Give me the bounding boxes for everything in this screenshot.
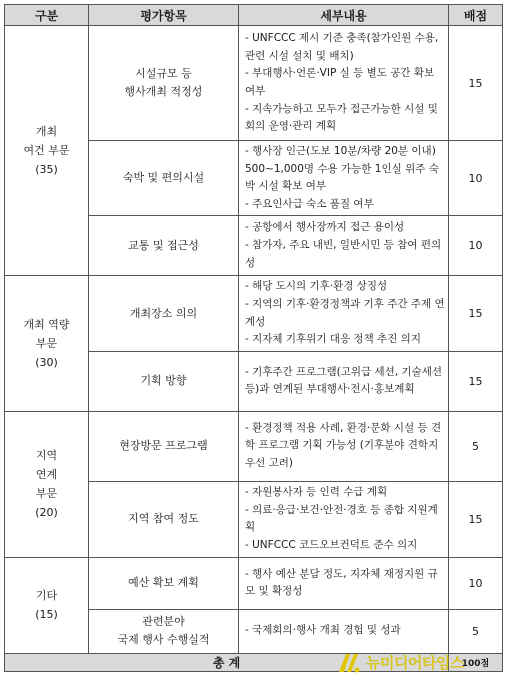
item-text: 시설규모 등 <box>135 67 192 80</box>
category-cell <box>5 557 89 653</box>
item-cell <box>89 351 239 411</box>
score-cell: 15 <box>449 276 503 351</box>
details-cell <box>239 216 449 276</box>
category-text: 개최 <box>35 125 58 139</box>
score-cell: 10 <box>449 141 503 216</box>
item-cell <box>89 481 239 557</box>
detail-line: - 환경정책 적용 사례, 환경·문화 시설 등 견학 프로그램 기획 가능성 (기후분야 견학지 우선 고려) <box>245 421 442 470</box>
watermark-text: 뉴미디어타임스 <box>366 653 464 672</box>
item-cell <box>89 557 239 609</box>
detail-line: - 지속가능하고 모두가 접근가능한 시설 및 회의 운영·관리 계획 <box>245 102 438 133</box>
item-cell <box>89 609 239 653</box>
newsmedia-logo-icon <box>336 649 362 675</box>
item-text: 지역 참여 정도 <box>128 512 199 526</box>
score-cell: 15 <box>449 351 503 411</box>
detail-line: - 자원봉사자 등 인력 수급 계획 <box>245 486 388 499</box>
score-cell: 5 <box>449 411 503 481</box>
category-text: 부문 <box>35 337 58 351</box>
category-text: 연계 <box>35 468 58 482</box>
details-cell <box>239 26 449 141</box>
table-header-row <box>5 5 503 26</box>
item-cell <box>89 276 239 351</box>
watermark <box>336 645 506 679</box>
detail-line: - 부대행사·언론·VIP 실 등 별도 공간 확보 여부 <box>245 67 435 97</box>
score-cell: 10 <box>449 557 503 609</box>
details-cell <box>239 411 449 481</box>
category-score: (35) <box>35 163 58 177</box>
header-category: 구분 <box>5 5 89 26</box>
item-text: 교통 및 접근성 <box>128 238 199 252</box>
item-cell <box>89 216 239 276</box>
table-row <box>5 411 503 481</box>
header-details: 세부내용 <box>239 5 449 26</box>
item-cell <box>89 411 239 481</box>
evaluation-table <box>4 4 503 672</box>
category-score: (20) <box>35 506 58 520</box>
item-cell <box>89 141 239 216</box>
category-text: 여건 부문 <box>23 144 70 158</box>
item-text: 국제 행사 수행실적 <box>117 633 210 647</box>
detail-line: - 공항에서 행사장까지 접근 용이성 <box>245 221 405 234</box>
category-score: (30) <box>35 356 58 370</box>
detail-line: - 기후주간 프로그램(고위급 세션, 기술세션 등)과 연계된 부대행사·전시·홍보계획 <box>245 365 443 396</box>
detail-line: - 행사장 인근(도보 10분/차량 20분 이내) 500~1,000명 수용 가능한 1인실 위주 숙박 시설 확보 여부 <box>245 145 439 193</box>
category-cell <box>5 26 89 276</box>
item-cell <box>89 26 239 141</box>
item-text: 숙박 및 편의시설 <box>122 171 205 185</box>
item-text: 행사개최 적정성 <box>124 85 203 98</box>
category-text: 개최 역량 <box>23 318 70 332</box>
category-text: 지역 <box>35 449 58 463</box>
detail-line: - 행사 예산 분담 정도, 지자체 재정지원 규모 및 확정성 <box>245 567 438 598</box>
detail-line: - 의료·응급·보건·안전·경호 등 종합 지원계획 <box>245 503 438 534</box>
item-text: 개최장소 의의 <box>129 306 198 320</box>
category-cell <box>5 276 89 411</box>
category-cell <box>5 411 89 557</box>
table-row <box>5 557 503 609</box>
score-cell: 5 <box>449 609 503 653</box>
item-text: 기획 방향 <box>140 374 187 388</box>
detail-line: - 해당 도시의 기후·환경 상징성 <box>245 280 388 293</box>
score-cell: 15 <box>449 481 503 557</box>
header-item: 평가항목 <box>89 5 239 26</box>
detail-line: - UNFCCC 코드오브컨덕트 준수 의지 <box>245 538 418 551</box>
item-text: 관련분야 <box>142 615 185 629</box>
detail-line: - 참가자, 주요 내빈, 일반시민 등 참여 편의성 <box>245 239 442 269</box>
item-text: 현장방문 프로그램 <box>119 439 208 453</box>
score-cell: 15 <box>449 26 503 141</box>
detail-line: - 국제회의·행사 개최 경험 및 성과 <box>245 624 401 637</box>
table-body <box>5 26 503 672</box>
detail-line: - 지자체 기후위기 대응 정책 추진 의지 <box>245 333 421 346</box>
table-row <box>5 276 503 351</box>
category-score: (15) <box>35 608 58 622</box>
table-row <box>5 26 503 141</box>
item-text: 예산 확보 계획 <box>128 576 199 590</box>
details-cell <box>239 557 449 609</box>
details-cell <box>239 141 449 216</box>
details-cell <box>239 276 449 351</box>
header-score: 배점 <box>449 5 503 26</box>
total-score: 100점 <box>461 659 490 670</box>
details-cell <box>239 481 449 557</box>
details-cell <box>239 351 449 411</box>
detail-line: - UNFCCC 제시 기준 충족(참가인원 수용, 관련 시설 설치 및 배치) <box>245 32 439 62</box>
category-text: 기타 <box>35 589 58 603</box>
score-cell: 10 <box>449 216 503 276</box>
total-label: 총 계 <box>5 653 449 671</box>
detail-line: - 지역의 기후·환경정책과 기후 주간 주제 연계성 <box>245 297 445 328</box>
detail-line: - 주요인사급 숙소 품질 여부 <box>245 197 374 210</box>
category-text: 부문 <box>35 487 58 501</box>
